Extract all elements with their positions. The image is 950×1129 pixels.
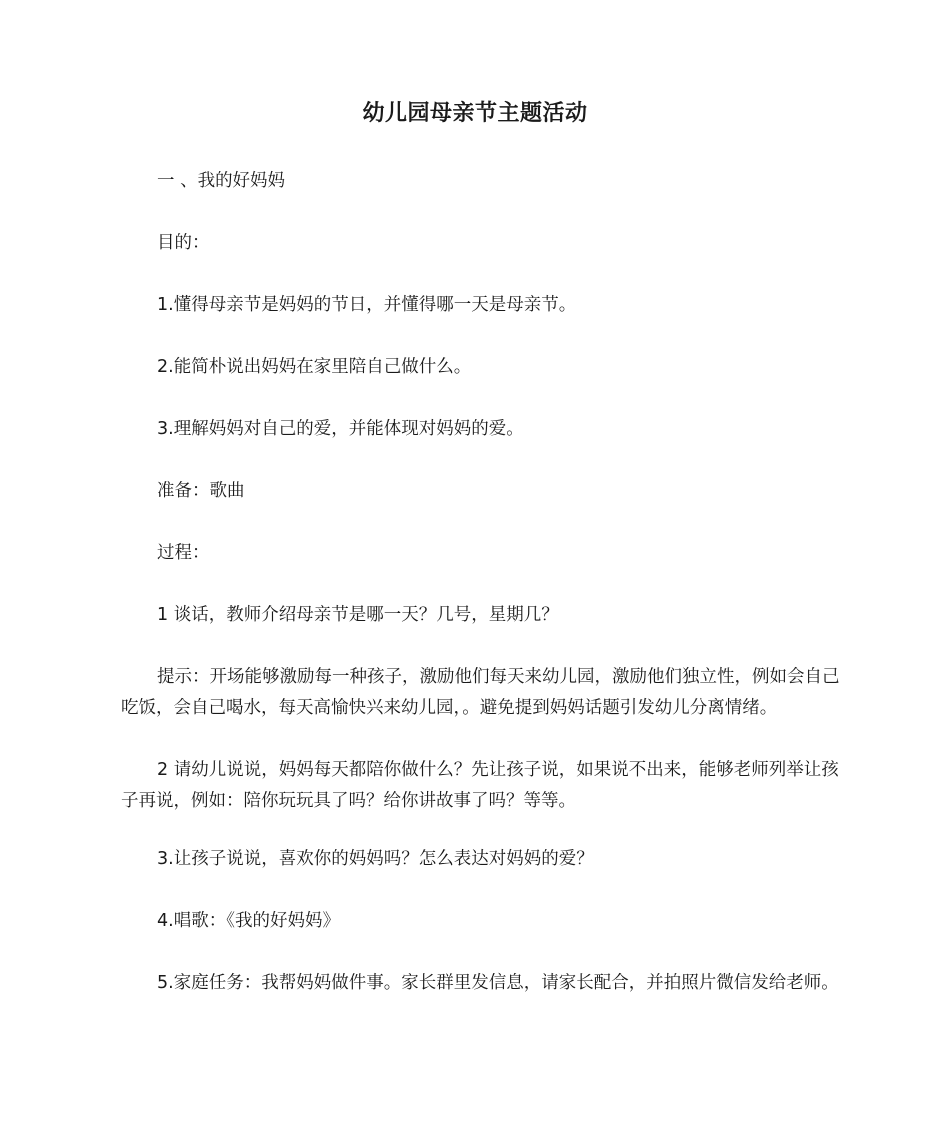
process-step-5: 5.家庭任务：我帮妈妈做件事。家长群里发信息，请家长配合，并拍照片微信发给老师。 [157,973,839,993]
process-step-3: 3.让孩子说说，喜欢你的妈妈吗？怎么表达对妈妈的爱？ [157,849,594,869]
hint-paragraph: 提示：开场能够激励每一种孩子，激励他们每天来幼儿园，激励他们独立性，例如会自己吃饭，会自己喝水，每天高愉快兴来幼儿园，。避免提到妈妈话题引发幼儿分离情绪。 [121,667,840,718]
preparation-line: 准备：歌曲 [157,481,245,501]
document-title: 幼儿园母亲节主题活动 [362,101,588,126]
process-step-1: 1 谈话，教师介绍母亲节是哪一天？几号，星期几？ [157,605,559,625]
purpose-label: 目的： [157,233,210,253]
section-heading: 一 、我的好妈妈 [157,171,286,191]
purpose-item-1: 1.懂得母亲节是妈妈的节日，并懂得哪一天是母亲节。 [157,295,577,315]
process-label: 过程： [157,543,210,563]
purpose-item-2: 2.能简朴说出妈妈在家里陪自己做什么。 [157,357,472,377]
process-step-2: 2 请幼儿说说，妈妈每天都陪你做什么？先让孩子说，如果说不出来，能够老师列举让孩子再说，例如：陪你玩玩具了吗？给你讲故事了吗？等等。 [121,760,839,811]
purpose-item-3: 3.理解妈妈对自己的爱，并能体现对妈妈的爱。 [157,419,524,439]
process-step-4: 4.唱歌：《我的好妈妈》 [157,911,340,931]
